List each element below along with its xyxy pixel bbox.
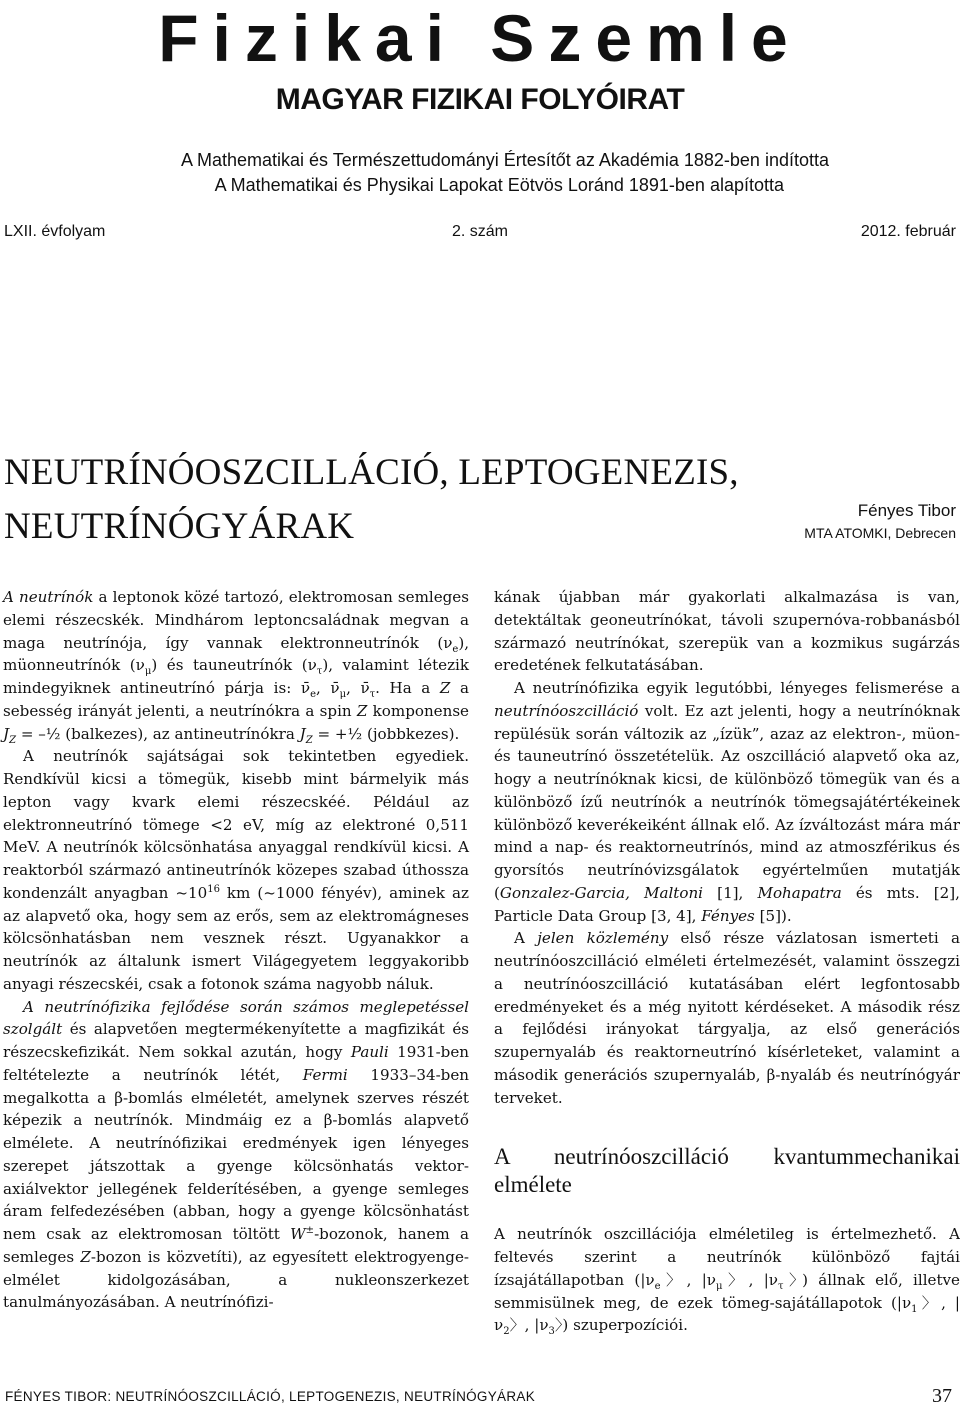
paragraph: A neutrínók a leptonok közé tartozó, elektromosan semleges elemi részecskék. Mindhárom leptoncsaládnak megvan a maga neutrínója, így vannak elektronneutrínók $(\nu_e)$, müonneutrínók $(\nu_\mu)$ és tauneutrínók $(\nu_\tau)$, valamint létezik mindegyiknek antineutrínó párja is: $\nū_e$, $\nū_\mu$, $\nū_\tau$. Ha a Z a sebesség irányát jelenti, a neutrínókra a spin Z komponense $J_Z$ = –½ (balkezes), az antineutrínókra $J_Z$ = +½ (jobbkezes). [3,588,469,746]
issue-label: 2. szám [451,223,508,240]
left-column [3,586,469,1314]
paragraph: A neutrínófizika fejlődése során számos meglepetéssel szolgált és alapvetően megtermékenyítette a magfizikát és részecskefizikát. Nem sokkal azután, hogy Pauli 1931-ben feltételezte a neutrínók létét, Fermi 1933–34-ben megalkotta a β-bomlás elméletét, amelynek szerves részét képezik a neutrínók. Mindmáig ez a β-bomlás alapvető elmélete. A neutrínófizikai eredmények igen lényeges szerepet játszottak a gyenge kölcsönhatás vektor-axiálvektor jellegének felderítésében, a gyenge semleges áram felfedezésében (abban, hogy a gyenge kölcsönhatást nem csak az elektromosan töltött W±-bozonok, hanem a semleges Z-bozon is közvetíti), az egyesített elektrogyenge-elmélet kidolgozásában, a nukleonszerkezet tanulmányozásában. A neutrínófizi- [3,997,470,1312]
article-title [4,446,739,554]
journal-history-line: A Mathematikai és Természettudományi Értesítőt az Akadémia 1882-ben indította [180,150,829,170]
volume-label: LXII. évfolyam [4,223,106,240]
section-heading: A neutrínóoszcilláció kvantummechanikai elmélete [494,1144,960,1198]
page-number: 37 [932,1385,952,1407]
author-name: Fényes Tibor [857,501,956,520]
right-column [494,586,960,1337]
journal-subtitle: MAGYAR FIZIKAI FOLYÓIRAT [275,83,685,116]
paragraph: kának újabban már gyakorlati alkalmazása is van, detektáltak geoneutrínókat, távoli szupernóva-robbanásból származó neutrínókat, szerepük van a kozmikus sugárzás eredetének felkutatásában. [494,588,960,675]
author-affiliation: MTA ATOMKI, Debrecen [804,525,956,541]
paragraph: A jelen közlemény első része vázlatosan ismerteti a neutrínóoszcilláció elméleti értelmezését, valamint összegzi a neutrínóoszcilláció kutatásában elért legfontosabb eredményeket és a még nyitott kérdéseket. A második rész a fejlődési irányokat tárgyalja, az első generációs szupernyaláb és reaktorneutrínó kísérleteket, valamint a második generációs szupernyaláb, β-nyaláb és neutrínógyár terveket. [494,929,960,1107]
date-label: 2012. február [860,223,956,240]
article-title-line: NEUTRÍNÓGYÁRAK [4,506,355,547]
paragraph: A neutrínók sajátságai sok tekintetben egyediek. Rendkívül kicsi a tömegük, kisebb mint bármelyik más lepton vagy kvark elemi részecskéé. Például az elektronneutrínó tömege <2 eV, míg az elektroné 0,511 MeV. A neutrínók kölcsönhatása anyaggal rendkívül kicsi. A reaktorból származó antineutrínók közepes szabad úthossza kondenzált anyagban $\sim 10^{16}$ km (~1000 fényév), aminek az az alapvető oka, hogy sem az erős, sem az elektromágneses kölcsönhatásban nem vesznek részt. Ugyanakkor a neutrínók az általunk ismert Világegyetem leggyakoribb anyagi részecskéi, csak a fotonok száma nagyobb náluk. [3,747,469,993]
journal-history-line: A Mathematikai és Physikai Lapokat Eötvös Loránd 1891-ben alapította [214,175,784,195]
paragraph: A neutrínófizika egyik legutóbbi, lényeges felismerése a neutrínóoszcilláció volt. Ez azt jelenti, hogy a neutrínóknak repülésük során változik az „ízük”, azaz az elektron-, müon- és tauneutrínó összetételük. Az oszcilláció alapvető oka az, hogy a neutrínóknak kicsi, de különböző tömegük van és a különböző ízű neutrínók a neutrínók tömegsajátértékeinek különböző keverékeiként állnak elő. Az ízváltozást mára már mind a nap- és reaktorneutrínós, mind az atmoszférikus és gyorsítós neutrínóvizsgálatok egyértelműen mutatják (Gonzalez-Garcia, Maltoni [1], Mohapatra és mts. [2], Particle Data Group [3, 4], Fényes [5]). [494,679,960,925]
running-footer: FÉNYES TIBOR: NEUTRÍNÓOSZCILLÁCIÓ, LEPTOGENEZIS, NEUTRÍNÓGYÁRAK [5,1389,535,1404]
journal-title: Fizikai Szemle [158,1,802,75]
article-title-line: NEUTRÍNÓOSZCILLÁCIÓ, LEPTOGENEZIS, [4,452,739,493]
paragraph: A neutrínók oszcillációja elméletileg is értelmezhető. A feltevés szerint a neutrínók különböző fajtái ízsajátállapotban ($|\nu_e$〉, $|\nu_\mu$〉, $|\nu_\tau$〉) állnak elő, illetve semmisülnek meg, de ezek tömeg-sajátállapotok ($|\nu_1$〉, $|\nu_2$〉, $|\nu_3$〉) szuperpozíciói. [494,1225,960,1338]
